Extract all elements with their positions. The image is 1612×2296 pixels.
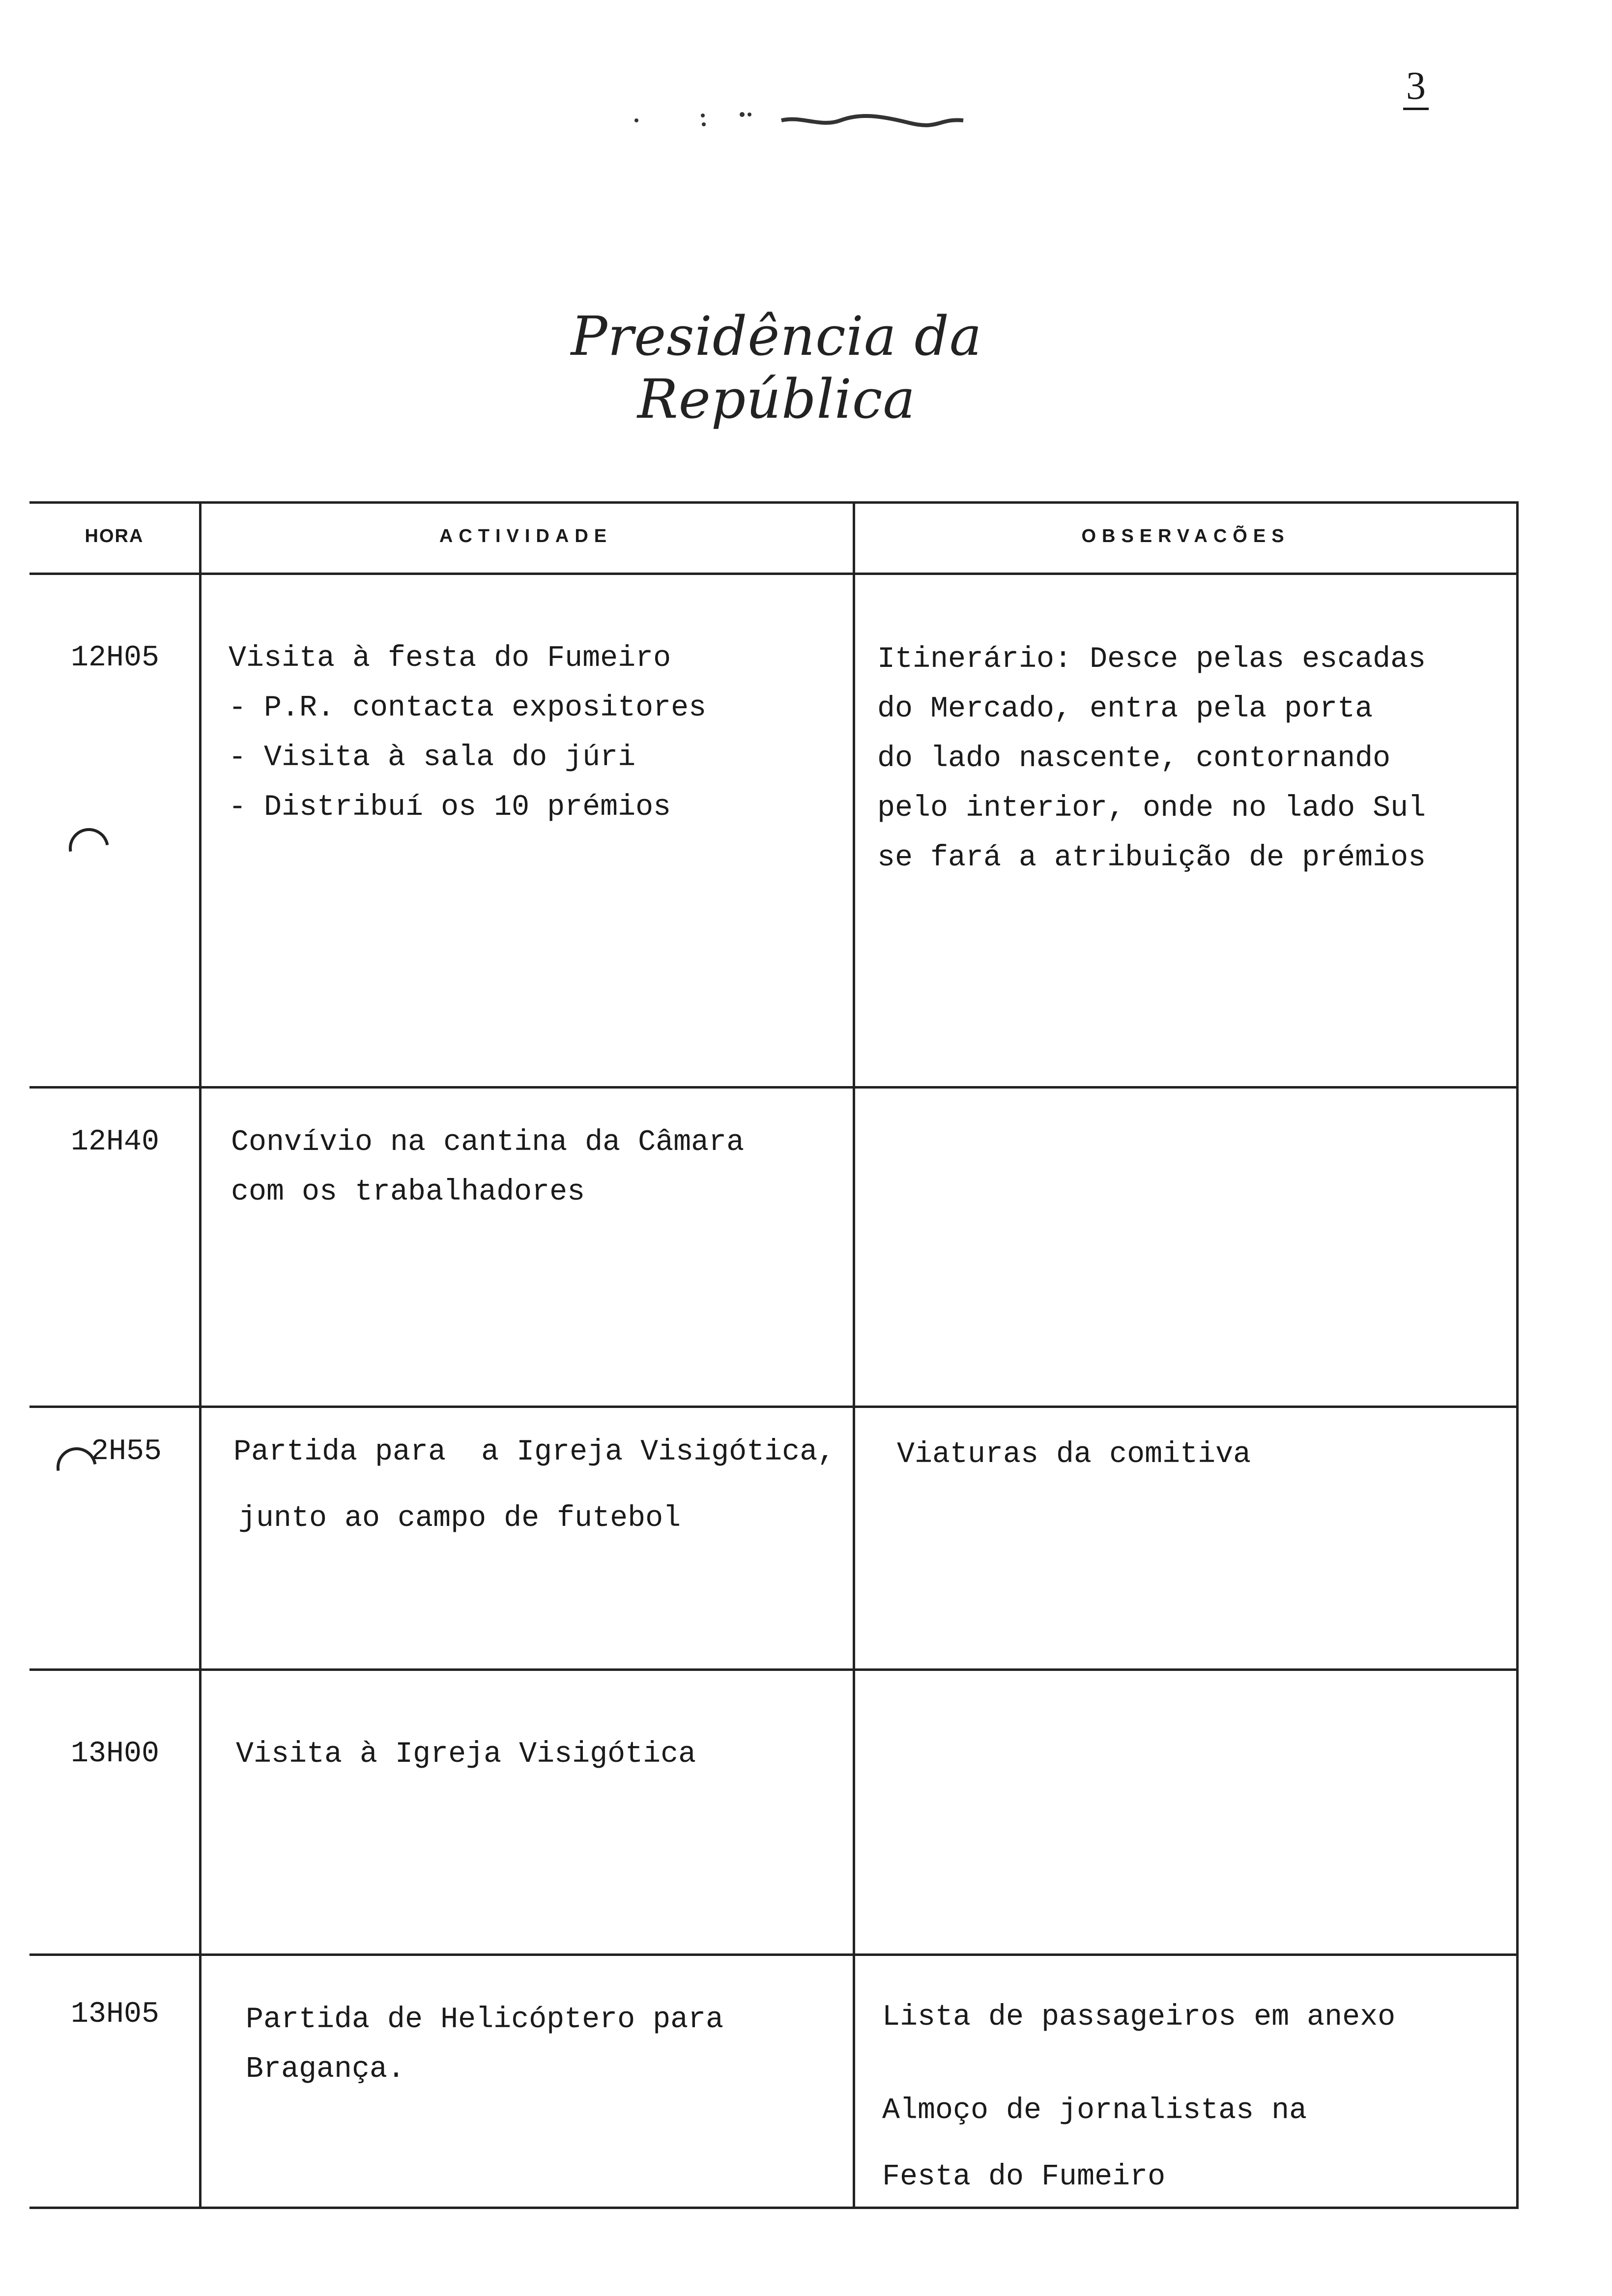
- row-3-hora: 2H55: [91, 1435, 162, 1468]
- header-hora: HORA: [85, 526, 144, 546]
- row-3-actividade-line-2: junto ao campo de futebol: [238, 1502, 681, 1535]
- row-divider-2: [29, 1406, 1519, 1408]
- row-3-observacoes-line-1: Viaturas da comitiva: [897, 1438, 1251, 1471]
- row-1-observacoes-line-4: pelo interior, onde no lado Sul: [877, 792, 1426, 825]
- row-1-observacoes-line-3: do lado nascente, contornando: [877, 742, 1391, 775]
- row-1-actividade-line-1: Visita à festa do Fumeiro: [229, 642, 671, 675]
- row-3-actividade-line-1: Partida para a Igreja Visigótica,: [233, 1435, 835, 1469]
- schedule-table: [29, 501, 1519, 2209]
- row-5-observacoes-line-2: Almoço de jornalistas na: [882, 2094, 1307, 2127]
- row-2-hora: 12H40: [71, 1125, 160, 1159]
- row-4-actividade-line-1: Visita à Igreja Visigótica: [236, 1738, 696, 1771]
- row-1-actividade-line-2: - P.R. contacta expositores: [229, 691, 707, 725]
- row-4-hora: 13H00: [71, 1737, 160, 1771]
- row-5-hora: 13H05: [71, 1998, 160, 2031]
- row-5-actividade-line-1: Partida de Helicóptero para: [246, 2003, 724, 2037]
- row-5-observacoes-line-3: Festa do Fumeiro: [882, 2160, 1166, 2194]
- row-1-observacoes-line-1: Itinerário: Desce pelas escadas: [877, 643, 1426, 676]
- row-5-observacoes-line-1: Lista de passageiros em anexo: [882, 2001, 1396, 2034]
- row-1-hora: 12H05: [71, 641, 160, 675]
- scan-marks: [634, 106, 968, 130]
- column-divider-2: [853, 501, 855, 2209]
- table-top-border: [29, 501, 1519, 504]
- header-observacoes: OBSERVACÕES: [1081, 526, 1290, 546]
- letterhead: Presidência da República: [571, 305, 982, 430]
- column-divider-1: [199, 501, 202, 2209]
- row-divider-4: [29, 1953, 1519, 1956]
- header-bottom-border: [29, 573, 1519, 575]
- row-1-actividade-line-3: - Visita à sala do júri: [229, 741, 636, 775]
- header-actividade: ACTIVIDADE: [439, 526, 613, 546]
- page-number: 3: [1403, 66, 1429, 110]
- row-1-actividade-line-4: - Distribuí os 10 prémios: [229, 791, 671, 824]
- row-2-actividade-line-1: Convívio na cantina da Câmara: [231, 1126, 745, 1159]
- row-divider-3: [29, 1668, 1519, 1671]
- row-2-actividade-line-2: com os trabalhadores: [231, 1176, 585, 1209]
- row-divider-1: [29, 1086, 1519, 1089]
- row-5-actividade-line-2: Bragança.: [246, 2053, 405, 2086]
- row-1-observacoes-line-5: se fará a atribuição de prémios: [877, 841, 1426, 875]
- row-1-observacoes-line-2: do Mercado, entra pela porta: [877, 692, 1373, 726]
- table-right-border: [1516, 501, 1519, 2209]
- table-bottom-border: [29, 2207, 1519, 2209]
